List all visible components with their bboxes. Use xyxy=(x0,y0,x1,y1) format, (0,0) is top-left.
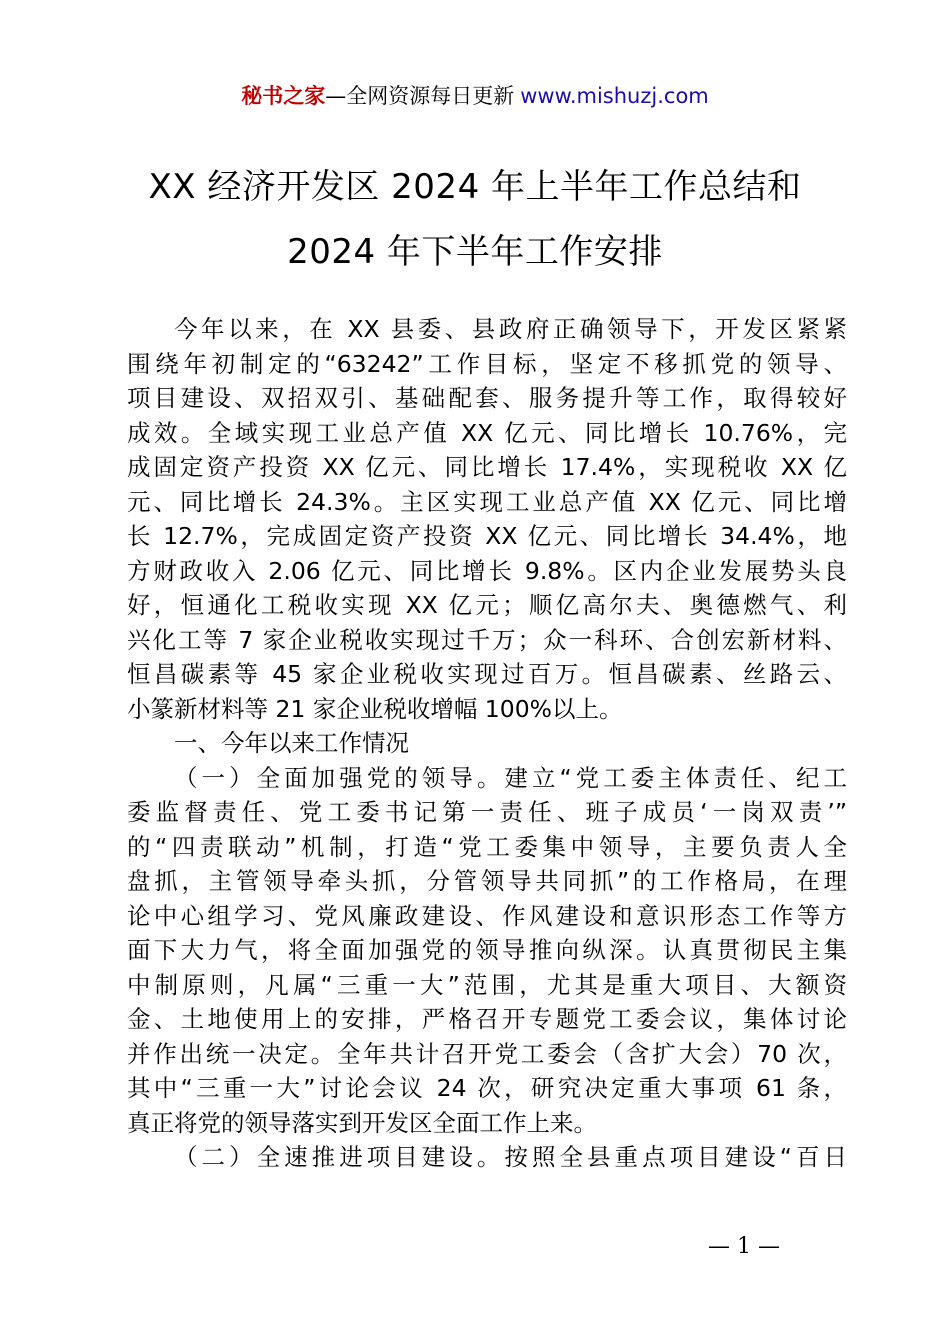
paragraph-line: 小篆新材料等 21 家企业税收增幅 100%以上。 xyxy=(127,694,623,723)
paragraph-line: 成效。全域实现工业总产值 XX 亿元、同比增长 10.76%，完 xyxy=(127,418,847,447)
paragraph-line: 围绕年初制定的“63242”工作目标，坚定不移抓党的领导、 xyxy=(127,349,847,378)
website-link[interactable]: www.mishuzj.com xyxy=(520,84,709,108)
paragraph-line: 的“四责联动”机制，打造“党工委集中领导，主要负责人全 xyxy=(127,832,847,861)
paragraph-line: 成固定资产投资 XX 亿元、同比增长 17.4%，实现税收 XX 亿 xyxy=(127,453,847,481)
document-title-line-2: 2024 年下半年工作安排 xyxy=(287,232,663,272)
paragraph-line: 委监督责任、党工委书记第一责任、班子成员‘一岗双责’” xyxy=(127,798,847,826)
paragraph-line: 恒昌碳素等 45 家企业税收实现过百万。恒昌碳素、丝路云、 xyxy=(127,660,847,688)
header-banner xyxy=(0,80,950,112)
paragraph-line: 并作出统一决定。全年共计召开党工委会（含扩大会）70 次， xyxy=(127,1039,847,1068)
paragraph-line: 盘抓，主管领导牵头抓，分管领导共同抓”的工作格局，在理 xyxy=(127,867,847,895)
paragraph-line: （一）全面加强党的领导。建立“党工委主体责任、纪工 xyxy=(174,763,847,792)
paragraph-line: 好，恒通化工税收实现 XX 亿元；顺亿高尔夫、奥德燃气、利 xyxy=(127,591,847,619)
paragraph-line: 方财政收入 2.06 亿元、同比增长 9.8%。区内企业发展势头良 xyxy=(127,556,847,585)
banner-tagline: —全网资源每日更新 xyxy=(325,84,515,108)
paragraph-line: 其中“三重一大”讨论会议 24 次，研究决定重大事项 61 条， xyxy=(127,1074,847,1102)
paragraph-line: （二）全速推进项目建设。按照全县重点项目建设“百日 xyxy=(174,1143,847,1171)
document-title-line-1: XX 经济开发区 2024 年上半年工作总结和 xyxy=(148,167,802,207)
paragraph-line: 中制原则，凡属“三重一大”范围，尤其是重大项目、大额资 xyxy=(127,970,847,999)
paragraph-line: 兴化工等 7 家企业税收实现过千万；众一科环、合创宏新材料、 xyxy=(127,625,847,654)
paragraph-line: 项目建设、双招双引、基础配套、服务提升等工作，取得较好 xyxy=(127,384,847,412)
section-heading: 一、今年以来工作情况 xyxy=(174,729,409,757)
paragraph-line: 真正将党的领导落实到开发区全面工作上来。 xyxy=(127,1108,597,1137)
paragraph-line: 论中心组学习、党风廉政建设、作风建设和意识形态工作等方 xyxy=(127,901,847,930)
brand-name: 秘书之家 xyxy=(241,84,326,108)
page-number-text: — 1 — xyxy=(708,1234,780,1259)
paragraph-line: 今年以来，在 XX 县委、县政府正确领导下，开发区紧紧 xyxy=(174,315,847,343)
paragraph-line: 元、同比增长 24.3%。主区实现工业总产值 XX 亿元、同比增 xyxy=(127,487,847,516)
page-number xyxy=(0,1232,950,1262)
paragraph-line: 长 12.7%，完成固定资产投资 XX 亿元、同比增长 34.4%，地 xyxy=(127,522,847,550)
paragraph-line: 面下大力气，将全面加强党的领导推向纵深。认真贯彻民主集 xyxy=(127,936,847,964)
paragraph-line: 金、土地使用上的安排，严格召开专题党工委会议，集体讨论 xyxy=(127,1005,847,1033)
document-body xyxy=(127,312,847,1175)
